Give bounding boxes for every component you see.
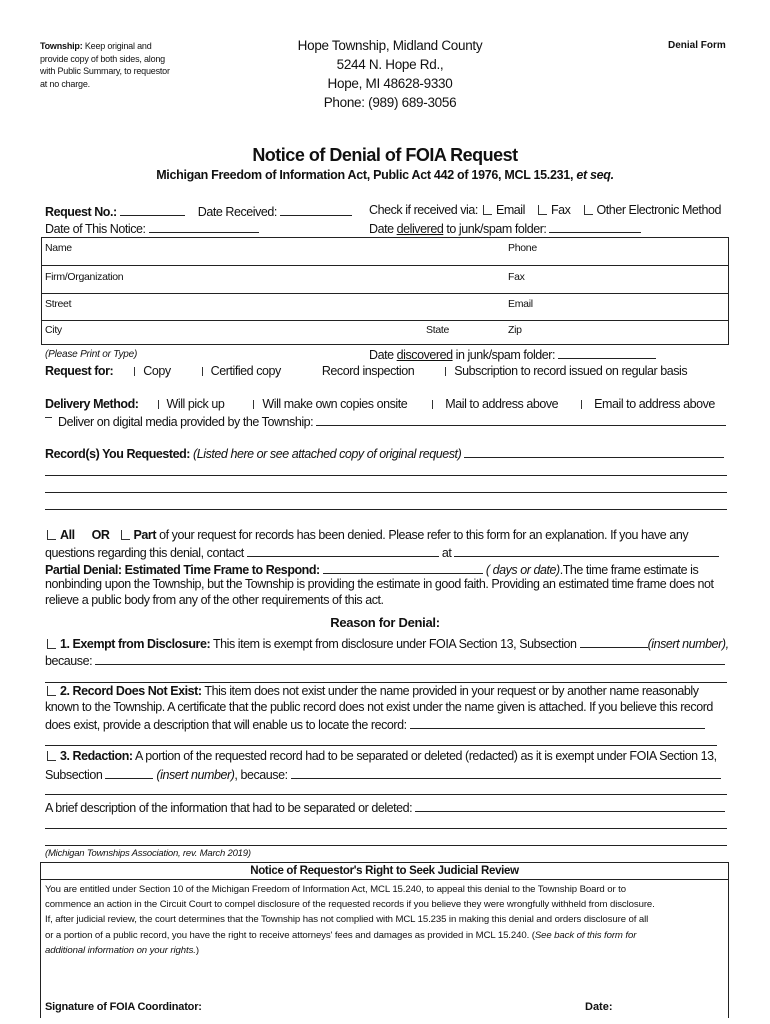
denial-text2: questions regarding this denial, contact [45, 546, 244, 560]
reason1-line[interactable] [45, 682, 727, 683]
reason3-text1: A portion of the requested record had to be separated or deleted (redacted) as it is exempt under FOIA Section 13, [134, 749, 717, 763]
days-or-date: ( days or date) [485, 563, 560, 577]
digital-field[interactable] [316, 413, 726, 426]
brief-description-field[interactable] [415, 799, 725, 812]
reason3-checkbox[interactable] [47, 751, 56, 761]
reason2-checkbox[interactable] [47, 686, 56, 696]
or-label: OR [91, 528, 110, 542]
estimate-row3: relieve a public body from any of the other requirements of this act. [45, 593, 384, 607]
date-discovered-post: in junk/spam folder: [455, 348, 556, 362]
all-label: All [60, 528, 75, 542]
denial-row2 [45, 544, 719, 560]
other-electronic-label: Other Electronic Method [596, 203, 721, 217]
email-delivery-checkbox[interactable] [581, 400, 582, 409]
subscription-checkbox[interactable] [445, 367, 446, 376]
date-delivered-underlined: delivered [396, 222, 444, 236]
date-discovered-row [369, 346, 656, 362]
reason-heading: Reason for Denial: [330, 615, 440, 630]
judicial-text [45, 882, 725, 958]
reason3-insert: (insert number) [156, 768, 235, 782]
at-label: at [441, 546, 452, 560]
other-electronic-checkbox[interactable] [584, 205, 593, 215]
onsite-checkbox[interactable] [253, 400, 254, 409]
request-for-label: Request for: [45, 364, 114, 378]
fax-option-label: Fax [550, 203, 571, 217]
state-field[interactable]: State [426, 324, 450, 336]
reason1-insert: (insert number), [647, 637, 729, 651]
judicial-line4-text: or a portion of a public record, you have the right to receive attorneys' fees and damages as provided in MCL 15.240. ( [45, 929, 535, 941]
reason1-row [45, 635, 729, 651]
form-type: Denial Form [668, 40, 726, 51]
page-title: Notice of Denial of FOIA Request [252, 145, 518, 165]
reason3-label: 3. Redaction: [60, 749, 133, 763]
date-notice-field[interactable] [149, 220, 259, 233]
street-field[interactable]: Street [45, 298, 72, 310]
pickup-checkbox[interactable] [158, 400, 159, 409]
judicial-divider [40, 879, 729, 880]
judicial-line1: You are entitled under Section 10 of the Michigan Freedom of Information Act, MCL 15.240, to appeal this denial to the Township Board or to [45, 884, 626, 895]
township-note-text: Keep original and provide copy of both sides, along with Public Summary, to requestor at no charge. [40, 41, 170, 89]
contact-divider [41, 293, 729, 294]
pickup-label: Will pick up [166, 397, 225, 411]
request-no-field[interactable] [120, 203, 185, 216]
date-signature-label[interactable]: Date: [585, 1001, 613, 1013]
org-phone: Phone: (989) 689-3056 [323, 95, 457, 110]
please-print-note: (Please Print or Type) [45, 349, 138, 360]
records-requested-field[interactable] [464, 445, 724, 458]
footer-note: (Michigan Townships Association, rev. March 2019) [45, 848, 251, 859]
reason2-text3: does exist, provide a description that will enable us to locate the record: [45, 718, 407, 732]
fax-checkbox[interactable] [538, 205, 547, 215]
denial-row1 [45, 528, 688, 542]
org-city: Hope, MI 48628-9330 [327, 76, 453, 91]
reason2-line[interactable] [45, 745, 717, 746]
part-checkbox[interactable] [121, 530, 130, 540]
date-delivered-pre: Date [369, 222, 394, 236]
brief-line[interactable] [45, 845, 727, 846]
reason1-because-row [45, 652, 725, 668]
org-street: 5244 N. Hope Rd., [336, 57, 444, 72]
records-requested-note: (Listed here or see attached copy of original request) [193, 447, 462, 461]
judicial-line5-end: ) [195, 944, 199, 956]
all-checkbox[interactable] [47, 530, 56, 540]
date-notice-label: Date of This Notice: [45, 222, 146, 236]
township-note-label: Township: [40, 41, 83, 51]
reason2-row1 [45, 684, 699, 698]
denial-text1: of your request for records has been denied. Please refer to this form for an explanation. If you have any [159, 528, 689, 542]
reason3-row2 [45, 766, 721, 782]
date-received-field[interactable] [280, 203, 352, 216]
judicial-line2: commence an action in the Circuit Court to compel disclosure of the requested records if you believe they were wrongfully withheld from disclosure. [45, 899, 655, 911]
brief-description-row [45, 799, 725, 815]
estimate-text1: .The time frame estimate is [559, 563, 699, 577]
org-name: Hope Township, Midland County [297, 38, 483, 53]
mail-label: Mail to address above [445, 397, 559, 411]
reason3-subsection-field[interactable] [105, 766, 153, 779]
judicial-line3: If, after judicial review, the court determines that the Township has not complied with MCL 15.235 in making this denial and orders disclosure of all [45, 914, 649, 926]
contact-divider [41, 320, 729, 321]
certified-label: Certified copy [210, 364, 281, 378]
onsite-label: Will make own copies onsite [262, 397, 408, 411]
delivery-row [45, 397, 715, 411]
digital-delivery-row [45, 413, 726, 429]
contact-box [41, 237, 729, 345]
records-line[interactable] [45, 492, 727, 493]
zip-field[interactable]: Zip [508, 324, 522, 336]
phone-field[interactable]: Phone [508, 242, 537, 254]
page-subtitle [0, 168, 770, 182]
subtitle-italic: et seq. [576, 168, 614, 182]
date-delivered-field[interactable] [549, 220, 641, 233]
email-field[interactable]: Email [508, 298, 533, 310]
date-discovered-field[interactable] [558, 346, 656, 359]
judicial-line4-italic: See back of this form for [534, 929, 637, 941]
brief-line[interactable] [45, 828, 727, 829]
email-delivery-label: Email to address above [594, 397, 715, 411]
reason1-because: because: [45, 654, 93, 668]
reason3-because: , because: [234, 768, 288, 782]
received-via-row [369, 203, 721, 217]
estimate-row2: nonbinding upon the Township, but the Township is providing the estimate in good faith. Providing an estimated time frame does not [45, 577, 714, 591]
at-field[interactable] [454, 544, 719, 557]
date-discovered-pre: Date [369, 348, 394, 362]
judicial-heading: Notice of Requestor's Right to Seek Judicial Review [250, 865, 519, 877]
records-requested-label: Record(s) You Requested: [45, 447, 191, 461]
reason1-checkbox[interactable] [47, 639, 56, 649]
city-field[interactable]: City [45, 324, 62, 336]
subtitle-main: Michigan Freedom of Information Act, Public Act 442 of 1976, MCL 15.231, [156, 168, 574, 182]
digital-label: Deliver on digital media provided by the Township: [58, 415, 314, 429]
received-via-label: Check if received via: [369, 203, 478, 217]
part-label: Part [133, 528, 157, 542]
partial-label: Partial Denial: Estimated Time Frame to Respond: [45, 563, 320, 577]
judicial-line5 [45, 943, 725, 958]
email-checkbox[interactable] [483, 205, 492, 215]
date-delivered-post: to junk/spam folder: [446, 222, 547, 236]
reason2-row3 [45, 716, 705, 732]
date-discovered-underlined: discovered [396, 348, 453, 362]
reason3-row1 [45, 749, 717, 763]
reason2-field[interactable] [410, 716, 705, 729]
date-received-label: Date Received: [197, 205, 277, 219]
subscription-label: Subscription to record issued on regular basis [454, 364, 688, 378]
date-notice-row [45, 220, 259, 236]
records-requested-row [45, 445, 724, 461]
reason1-label: 1. Exempt from Disclosure: [60, 637, 211, 651]
request-for-row [45, 364, 735, 378]
fax-field[interactable]: Fax [508, 271, 525, 283]
copy-label: Copy [143, 364, 171, 378]
copy-checkbox[interactable] [134, 367, 135, 376]
partial-denial-row [45, 561, 698, 577]
email-option-label: Email [495, 203, 525, 217]
signature-label[interactable]: Signature of FOIA Coordinator: [45, 1001, 202, 1013]
reason1-because-field[interactable] [95, 652, 725, 665]
brief-description-label: A brief description of the information that had to be separated or deleted: [45, 801, 413, 815]
judicial-line5-italic: additional information on your rights. [45, 944, 196, 956]
digital-checkbox[interactable] [45, 417, 52, 418]
reason1-text: This item is exempt from disclosure under FOIA Section 13, Subsection [212, 637, 577, 651]
request-info-row1 [45, 203, 352, 219]
reason3-because-field[interactable] [291, 766, 721, 779]
reason3-line[interactable] [45, 794, 727, 795]
org-header [270, 36, 510, 112]
reason2-row2: known to the Township. A certificate that the public record does not exist under the name given is attached. If you believe this record [45, 700, 713, 714]
date-delivered-row [369, 220, 641, 236]
township-note [40, 40, 175, 90]
partial-field[interactable] [323, 561, 483, 574]
records-line[interactable] [45, 475, 727, 476]
inspection-label: Record inspection [321, 364, 415, 378]
contact-field[interactable] [247, 544, 439, 557]
judicial-line4 [45, 928, 725, 943]
reason1-subsection-field[interactable] [580, 635, 648, 648]
reason3-subsection: Subsection [45, 768, 103, 782]
request-no-label: Request No.: [45, 205, 117, 219]
firm-field[interactable]: Firm/Organization [45, 271, 124, 283]
mail-checkbox[interactable] [432, 400, 433, 409]
delivery-label: Delivery Method: [45, 397, 139, 411]
certified-checkbox[interactable] [202, 367, 203, 376]
reason2-text1: This item does not exist under the name provided in your request or by another name reasonably [204, 684, 699, 698]
records-line[interactable] [45, 509, 727, 510]
name-field[interactable]: Name [45, 242, 72, 254]
contact-divider [41, 265, 729, 266]
reason2-label: 2. Record Does Not Exist: [60, 684, 202, 698]
